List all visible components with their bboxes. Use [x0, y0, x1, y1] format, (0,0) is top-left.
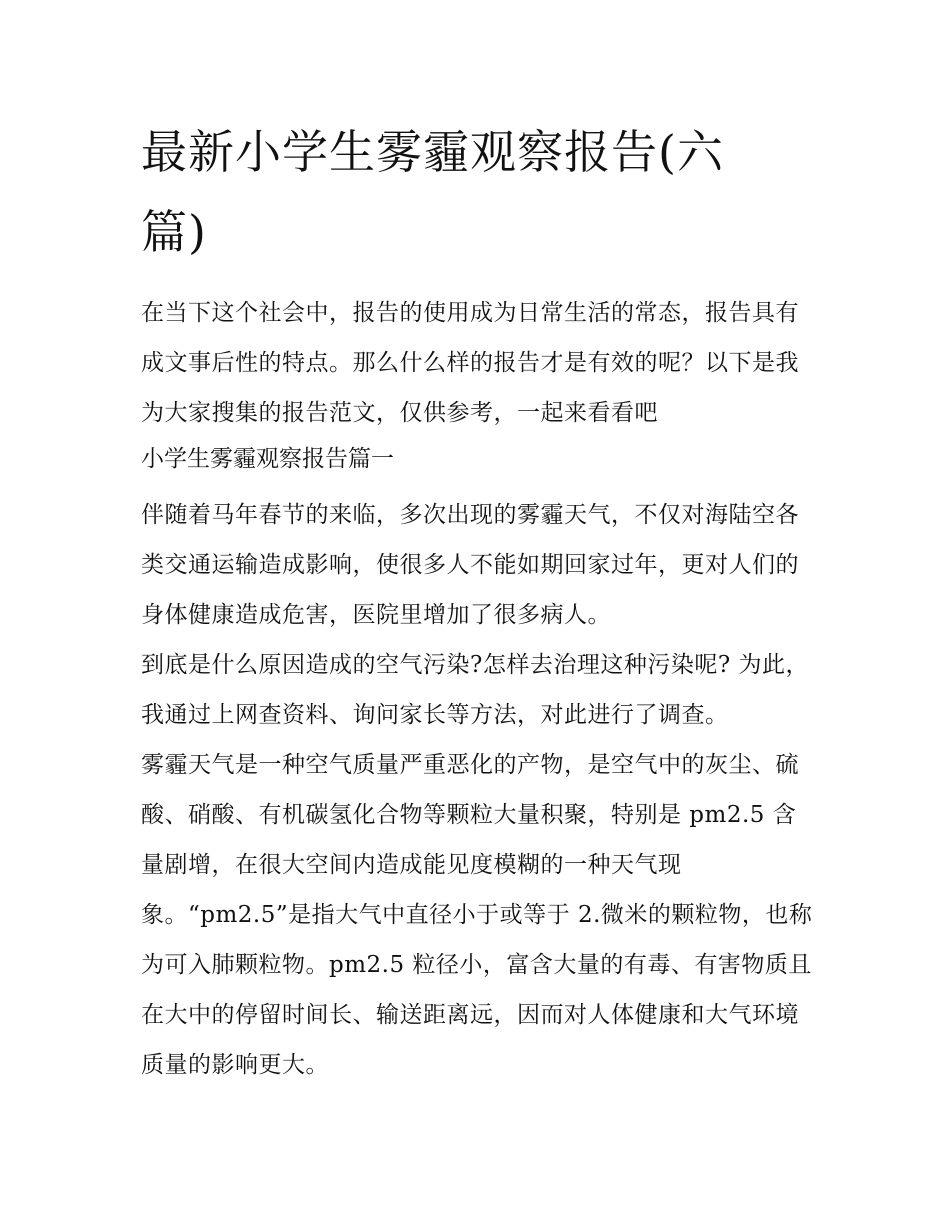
body-paragraph-3: 雾霾天气是一种空气质量严重恶化的产物，是空气中的灰尘、硫酸、硝酸、有机碳氢化合物等颗粒大量积聚，特别是 pm2.5 含量剧增，在很大空间内造成能见度模糊的一种天气现象。“pm2.5”是指大气中直径小于或等于 2.微米的颗粒物，也称为可入肺颗粒物。pm2.5 粒径小，富含大量的有毒、有害物质且在大中的停留时间长、输送距离远，因而对人体健康和大气环境质量的影响更大。: [141, 752, 813, 1078]
document-title: 最新小学生雾霾观察报告(六篇): [141, 125, 724, 259]
document-page: [141, 112, 816, 1090]
intro-paragraph: 在当下这个社会中，报告的使用成为日常生活的常态，报告具有成文事后性的特点。那么什么样的报告才是有效的呢？以下是我为大家搜集的报告范文，仅供参考，一起来看看吧: [141, 300, 799, 426]
body-paragraph-2: 到底是什么原因造成的空气污染?怎样去治理这种污染呢? 为此，我通过上网查资料、询问家长等方法，对此进行了调查。: [141, 652, 809, 728]
body-paragraph-1: 伴随着马年春节的来临，多次出现的雾霾天气，不仅对海陆空各类交通运输造成影响，使很多人不能如期回家过年，更对人们的身体健康造成危害，医院里增加了很多病人。: [141, 502, 799, 628]
section-heading: 小学生雾霾观察报告篇一: [141, 446, 394, 472]
